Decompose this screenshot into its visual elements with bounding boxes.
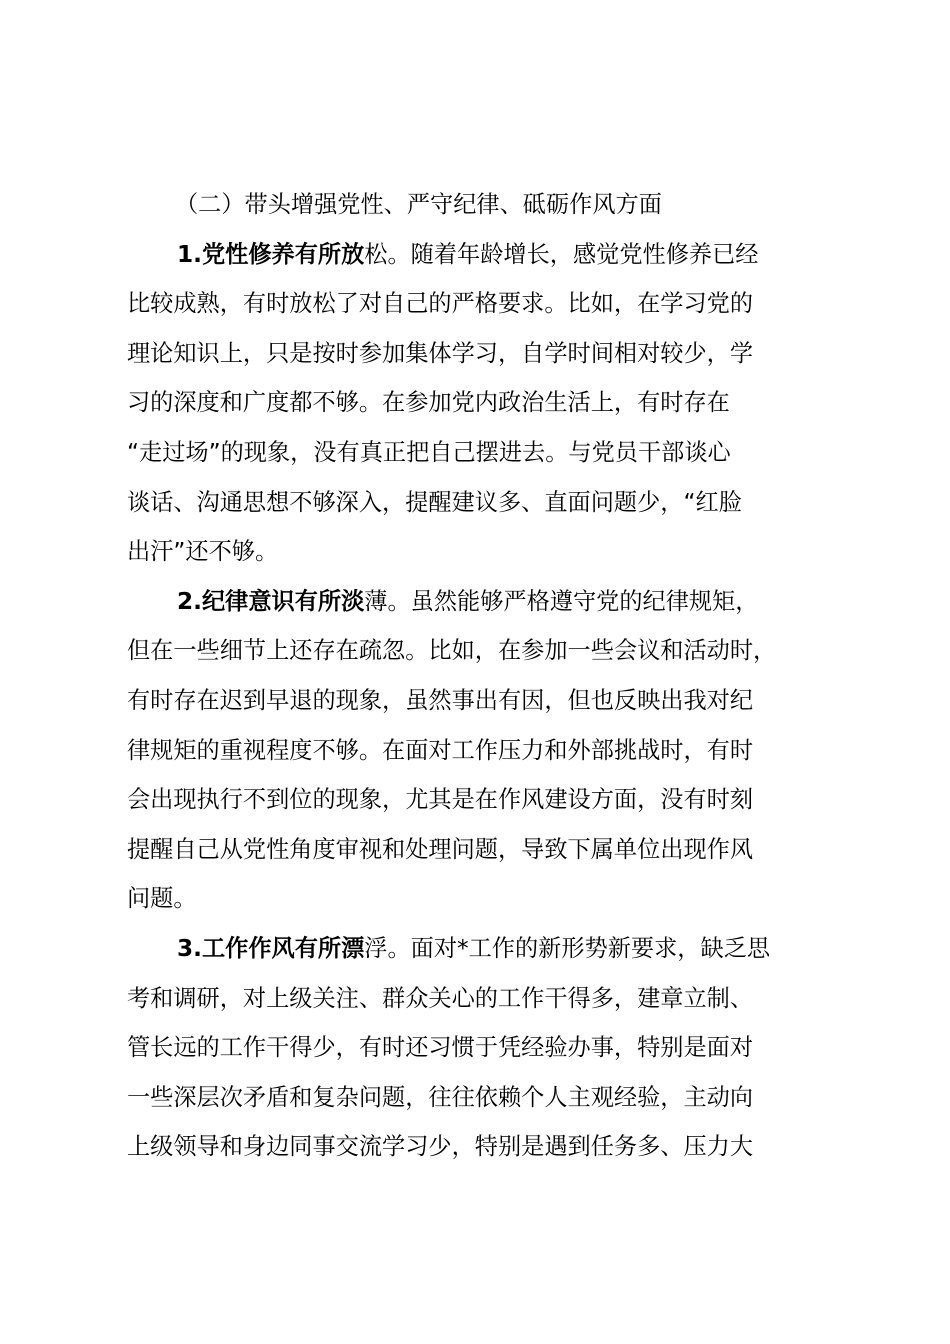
paragraph-2-title: 2.纪律意识有所淡 — [177, 587, 365, 615]
paragraph-2-line-3: 有时存在迟到早退的现象，虽然事出有因，但也反映出我对纪 — [127, 686, 754, 714]
paragraph-3-line-4: 一些深层次矛盾和复杂问题，往往依赖个人主观经验，主动向 — [127, 1083, 754, 1111]
paragraph-2-text: 薄。虽然能够严格遵守党的纪律规矩， — [364, 587, 759, 615]
paragraph-1-line-5: “走过场”的现象，没有真正把自己摆进去。与党员干部谈心 — [127, 438, 731, 466]
paragraph-3-line-5: 上级领导和身边同事交流学习少，特别是遇到任务多、压力大 — [127, 1133, 754, 1161]
paragraph-1-line-4: 习的深度和广度都不够。在参加党内政治生活上，有时存在 — [127, 389, 730, 417]
paragraph-3-line-1 — [127, 924, 835, 974]
paragraph-1-title: 1.党性修养有所放 — [177, 240, 365, 268]
paragraph-1-line-6: 谈话、沟通思想不够深入，提醒建议多、直面问题少，“红脸 — [127, 488, 742, 516]
paragraph-2-line-7: 问题。 — [127, 885, 197, 913]
paragraph-3-line-3: 管长远的工作干得少，有时还习惯于凭经验办事，特别是面对 — [127, 1034, 754, 1062]
paragraph-1-line-2: 比较成熟，有时放松了对自己的严格要求。比如，在学习党的 — [127, 290, 754, 318]
paragraph-1-text: 松。随着年龄增长，感觉党性修养已经 — [364, 240, 759, 268]
paragraph-3-line-2: 考和调研，对上级关注、群众关心的工作干得多，建章立制、 — [127, 984, 754, 1012]
paragraph-2-line-4: 律规矩的重视程度不够。在面对工作压力和外部挑战时，有时 — [127, 736, 754, 764]
paragraph-1-line-3: 理论知识上，只是按时参加集体学习，自学时间相对较少，学 — [127, 339, 754, 367]
paragraph-2-line-6: 提醒自己从党性角度审视和处理问题，导致下属单位出现作风 — [127, 835, 754, 863]
document-body — [127, 180, 835, 1172]
paragraph-1-line-7: 出汗”还不够。 — [127, 538, 279, 566]
section-heading: （二）带头增强党性、严守纪律、砥砺作风方面 — [175, 191, 662, 218]
paragraph-2-line-2: 但在一些细节上还存在疏忽。比如，在参加一些会议和活动时， — [127, 637, 777, 665]
paragraph-1-line-1 — [127, 230, 835, 280]
paragraph-3-title: 3.工作作风有所漂 — [177, 934, 365, 962]
paragraph-2-line-1 — [127, 577, 835, 627]
paragraph-3-text: 浮。面对*工作的新形势新要求，缺乏思 — [364, 934, 771, 962]
paragraph-2-line-5: 会出现执行不到位的现象，尤其是在作风建设方面，没有时刻 — [127, 786, 754, 814]
